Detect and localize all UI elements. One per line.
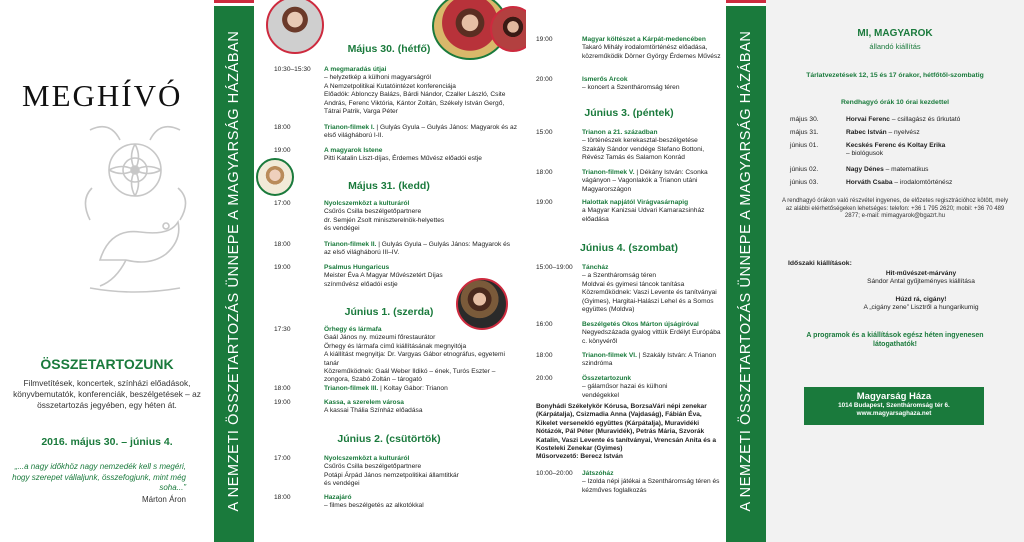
event-time: 18:00 — [274, 241, 291, 248]
event-time: 17:00 — [274, 455, 291, 462]
event-row — [274, 241, 518, 258]
event-row — [536, 321, 722, 346]
event-title: Trianon-filmek I. — [324, 124, 375, 131]
vertical-band-left — [214, 0, 254, 542]
event-row — [536, 169, 722, 194]
lecture-row — [790, 179, 952, 187]
day-header: Június 3. (péntek) — [584, 107, 674, 119]
exhibition-item — [846, 296, 996, 313]
event-row — [274, 385, 518, 393]
event-title: Trianon-filmek II. — [324, 241, 377, 248]
vertical-band-right — [726, 0, 766, 542]
event-row — [536, 36, 722, 61]
event-row — [274, 326, 518, 385]
event-title: Játszóház — [582, 470, 614, 477]
event-body: Pitti Katalin Liszt-díjas, Érdemes Művész előadói estje — [324, 155, 482, 163]
event-row — [536, 199, 722, 224]
event-time: 19:00 — [536, 36, 553, 43]
invitation-heading: MEGHÍVÓ — [22, 78, 183, 113]
band-title: A NEMZETI ÖSSZETARTOZÁS ÜNNEPE A MAGYARSÁG HÁZÁBAN — [226, 30, 242, 512]
event-title: Psalmus Hungaricus — [324, 264, 390, 271]
lecture-row — [790, 142, 945, 159]
event-row — [274, 494, 518, 511]
event-body: – történészek kerekasztal-beszélgetése Szakály Sándor vendége Stefano Bottoni, Révész Tamás és Salamon Konrád — [582, 137, 705, 162]
venue-address: 1014 Budapest, Szentháromság tér 6. — [838, 402, 950, 409]
lecturer-name: Horvai Ferenc — [846, 116, 890, 123]
event-title: Összetartozunk — [582, 375, 632, 382]
violinist-photo-icon — [456, 278, 508, 330]
day-header: Június 4. (szombat) — [579, 242, 678, 254]
event-time: 19:00 — [274, 264, 291, 271]
lecturer-name: Nagy Dénes — [846, 166, 884, 173]
event-time: 18:00 — [274, 494, 291, 501]
event-title: Magyar költészet a Kárpát-medencében — [582, 36, 706, 43]
event-body: Csűrös Csilla beszélgetőpartnere Potápi Árpád János nemzetpolitikai államtitkár és vendégei — [324, 463, 459, 488]
event-time: 15:00–19:00 — [536, 264, 573, 271]
event-row — [274, 200, 518, 234]
cover-panel — [0, 0, 214, 542]
event-body: A kassai Thália Színház előadása — [324, 407, 423, 415]
lecturer-name: Rabec István — [846, 129, 887, 136]
event-body: | Gulyás Gyula – Gulyás János: Magyarok és az első világháború I-II. — [324, 124, 518, 140]
temporary-exhibitions-heading: Időszaki kiállítások: — [788, 260, 852, 267]
lecture-date: június 03. — [790, 179, 819, 186]
band-title: A NEMZETI ÖSSZETARTOZÁS ÜNNEPE A MAGYARSÁG HÁZÁBAN — [738, 30, 754, 512]
event-body: – a Szentháromság téren Moldvai és gyimesi táncok tanítása Közreműködnek: Vaszi Levente és tanítványai (Gyimes), Hargitai-Halászi Lehel és a Somos együttes (Moldva) — [582, 272, 717, 314]
event-time: 18:00 — [274, 124, 291, 131]
event-time: 19:00 — [536, 199, 553, 206]
event-body: Csűrös Csilla beszélgetőpartnere dr. Semjén Zsolt miniszterelnök-helyettes és vendégei — [324, 208, 445, 233]
event-time: 18:00 — [536, 169, 553, 176]
lecturer-topic: – biológusok — [846, 150, 884, 158]
exhibition-desc: A „cigány zene” Lisztről a hungarikumig — [863, 304, 979, 312]
event-row — [274, 124, 518, 141]
event-row — [274, 147, 518, 164]
event-row — [536, 375, 722, 400]
lecturer-topic: – irodalomtörténész — [892, 179, 953, 186]
event-time: 19:00 — [274, 147, 291, 154]
lecture-date: június 01. — [790, 142, 819, 149]
day-header: Május 31. (kedd) — [348, 180, 430, 192]
folk-ornament-icon — [70, 110, 200, 300]
event-title: Örhegy és lármafa — [324, 326, 382, 333]
event-title: Hazajáró — [324, 494, 352, 501]
exhibition-item — [846, 270, 996, 287]
lectures-heading: Rendhagyó órák 10 órai kezdettel — [840, 99, 950, 106]
event-time: 15:00 — [536, 129, 553, 136]
event-title: Kassa, a szerelem városa — [324, 399, 404, 406]
event-time: 17:00 — [274, 200, 291, 207]
guided-tours: Tárlatvezetések 12, 15 és 17 órakor, hétfőtől-szombatig — [806, 72, 984, 79]
event-title: Nyolcszemközt a kulturáról — [324, 455, 410, 462]
campaign-title: ÖSSZETARTOZUNK — [40, 356, 174, 372]
event-body: Meister Éva A Magyar Művészetért Díjas színművész előadói estje — [324, 272, 443, 288]
event-body: a Magyar Kanizsai Udvari Kamarazsinház előadása — [582, 207, 705, 223]
event-row — [274, 66, 518, 116]
exhibition-desc: Sándor Antal gyűjteményes kiállítása — [867, 278, 975, 286]
event-body: | Gulyás Gyula – Gulyás János: Magyarok és az első világháború III–IV. — [324, 241, 511, 257]
lecturer-name: Kecskés Ferenc és Koltay Erika — [846, 142, 946, 149]
day-header: Június 1. (szerda) — [344, 306, 434, 318]
exhibition-title: MI, MAGYAROK — [857, 28, 933, 39]
free-entry-note: A programok és a kiállítások egész héten ingyenesen látogathatók! — [806, 332, 984, 348]
event-row — [536, 129, 722, 163]
event-time: 20:00 — [536, 76, 553, 83]
event-time: 16:00 — [536, 321, 553, 328]
schedule-panel-right — [526, 0, 726, 542]
lecture-row — [790, 129, 920, 137]
event-body: | Szakály István: A Trianon szindróma — [582, 352, 717, 368]
performer-list: Bonyhádi Székelykör Kórusa, BorzsaVári népi zenekar (Kárpátalja), Csizmadia Anna (Vajdaság), Fábián Éva, Kikelet versenekló együttes (Kárpátalja), Muravidéki Nótázók, Pál Péter (Muravidék), Petrás Mária, Szvorák Katalin, Vaszi Levente és tanítványai, Vrencsán Anita és a Kosteleki Zenekar (Gyimes) Műsorvezető: Berecz István — [536, 403, 717, 461]
campaign-description: Filmvetítések, koncertek, színházi előadások, könyvbemutatók, konferenciák, beszélgetések – az összetartozás jegyében, egy héten át. — [13, 378, 201, 410]
event-body: – Izolda népi játékai a Szentháromság téren és kézműves foglalkozás — [582, 478, 720, 494]
event-title: Trianon a 21. században — [582, 129, 658, 136]
event-row — [536, 403, 724, 462]
lecturer-topic: – csillagász és űrkutató — [889, 116, 961, 123]
event-row — [274, 264, 449, 289]
event-time: 19:00 — [274, 399, 291, 406]
event-title: A megmaradás útjai — [324, 66, 387, 73]
event-title: Trianon-filmek V. — [582, 169, 635, 176]
lecturer-topic: – nyelvész — [886, 129, 920, 136]
exhibition-name: Hit-művészet-márvány — [885, 270, 957, 277]
event-time: 10:30–15:30 — [274, 66, 311, 73]
event-row — [274, 399, 518, 416]
lecture-date: június 02. — [790, 166, 819, 173]
event-body: Takaró Mihály irodalomtörténész előadása, közreműködik Dörner György Érdemes Művész — [582, 44, 721, 60]
lecture-date: május 30. — [790, 116, 819, 123]
lecture-date: május 31. — [790, 129, 819, 136]
flag-icon — [214, 0, 254, 9]
exhibition-panel — [766, 0, 1024, 542]
event-title: Ismerős Arcok — [582, 76, 628, 83]
event-body: Negyedszázada gyalog vittük Erdélyt Európába c. könyvéről — [582, 329, 721, 345]
event-row — [536, 352, 722, 369]
event-title: Táncház — [582, 264, 609, 271]
lecture-row — [790, 116, 960, 124]
day-header: Június 2. (csütörtök) — [337, 433, 441, 445]
event-title: Trianon-filmek III. — [324, 385, 379, 392]
venue-name: Magyarság Háza — [856, 391, 932, 402]
exhibition-name: Húzd rá, cigány! — [895, 296, 947, 303]
event-body: – koncert a Szentháromság téren — [582, 84, 680, 92]
date-range: 2016. május 30. – június 4. — [41, 436, 173, 448]
event-row — [536, 76, 722, 93]
event-title: Beszélgetés Okos Márton újságíróval — [582, 321, 699, 328]
event-time: 17:30 — [274, 326, 291, 333]
event-title: Halottak napjától Virágvasárnapig — [582, 199, 689, 206]
event-time: 18:00 — [536, 352, 553, 359]
event-row — [536, 470, 722, 495]
event-row — [536, 264, 722, 314]
event-body: – helyzetkép a külhoni magyarságról A Nemzetpolitikai Kutatóintézet konferenciája Előadók: Ablonczy Balázs, Bárdi Nándor, Czaller László, Csite András, Ferenc Viktória, Kántor Zoltán, Székely István Gergő, Tátrai Patrik, Varga Péter — [324, 74, 506, 116]
event-body: | Koltay Gábor: Trianon — [378, 385, 448, 392]
event-title: A magyarok Istene — [324, 147, 383, 154]
quote: „...a nagy időkhöz nagy nemzedék kell s megéri, hogy szerepet vállaljunk, összefogjunk, mint még soha...” — [12, 462, 186, 492]
event-body: – gálaműsor hazai és külhoni vendégekkel — [582, 383, 668, 399]
day-header: Május 30. (hétfő) — [347, 43, 431, 55]
event-time: 20:00 — [536, 375, 553, 382]
venue-box — [804, 387, 984, 425]
event-time: 10:00–20:00 — [536, 470, 573, 477]
exhibition-subtitle: állandó kiállítás — [869, 42, 921, 51]
event-body: | Dékány István: Csonka vágányon – Vagonlakók a Trianon utáni Magyarországon — [582, 169, 708, 193]
event-row — [274, 455, 518, 489]
registration-note: A rendhagyó órákon való részvétel ingyenes, de előzetes regisztrációhoz kötött, mely az alábbi elérhetőségeken lehetséges: telefon: +36 1 795 2620; mobil: +36 70 489 2877; e-mail: mimagyarok@bgazrt.hu — [781, 198, 1009, 220]
lecturer-name: Horváth Csaba — [846, 179, 893, 186]
event-time: 18:00 — [274, 385, 291, 392]
schedule-panel-left — [254, 0, 526, 542]
event-title: Nyolcszemközt a kulturáról — [324, 200, 410, 207]
venue-website-link[interactable]: www.magyarsaghaza.net — [856, 410, 932, 417]
flag-icon — [726, 0, 766, 9]
event-body: Gaál János ny. múzeumi főrestaurátor Örhegy és lármafa című kiállításának megnyitója A kiállítást megnyitja: Dr. Vargyas Gábor etnográfus, egyetemi tanár Közreműködnek: Gaál Weber Ildikó – ének, Turós Eszter – zongora, Szabó Zoltán – tárogató — [324, 334, 505, 384]
event-body: – filmes beszélgetés az alkotókkal — [324, 502, 424, 510]
event-title: Trianon-filmek VI. — [582, 352, 637, 359]
quote-author: Márton Áron — [141, 495, 186, 504]
lecturer-topic: – matematikus — [883, 166, 929, 173]
lecture-row — [790, 166, 928, 174]
